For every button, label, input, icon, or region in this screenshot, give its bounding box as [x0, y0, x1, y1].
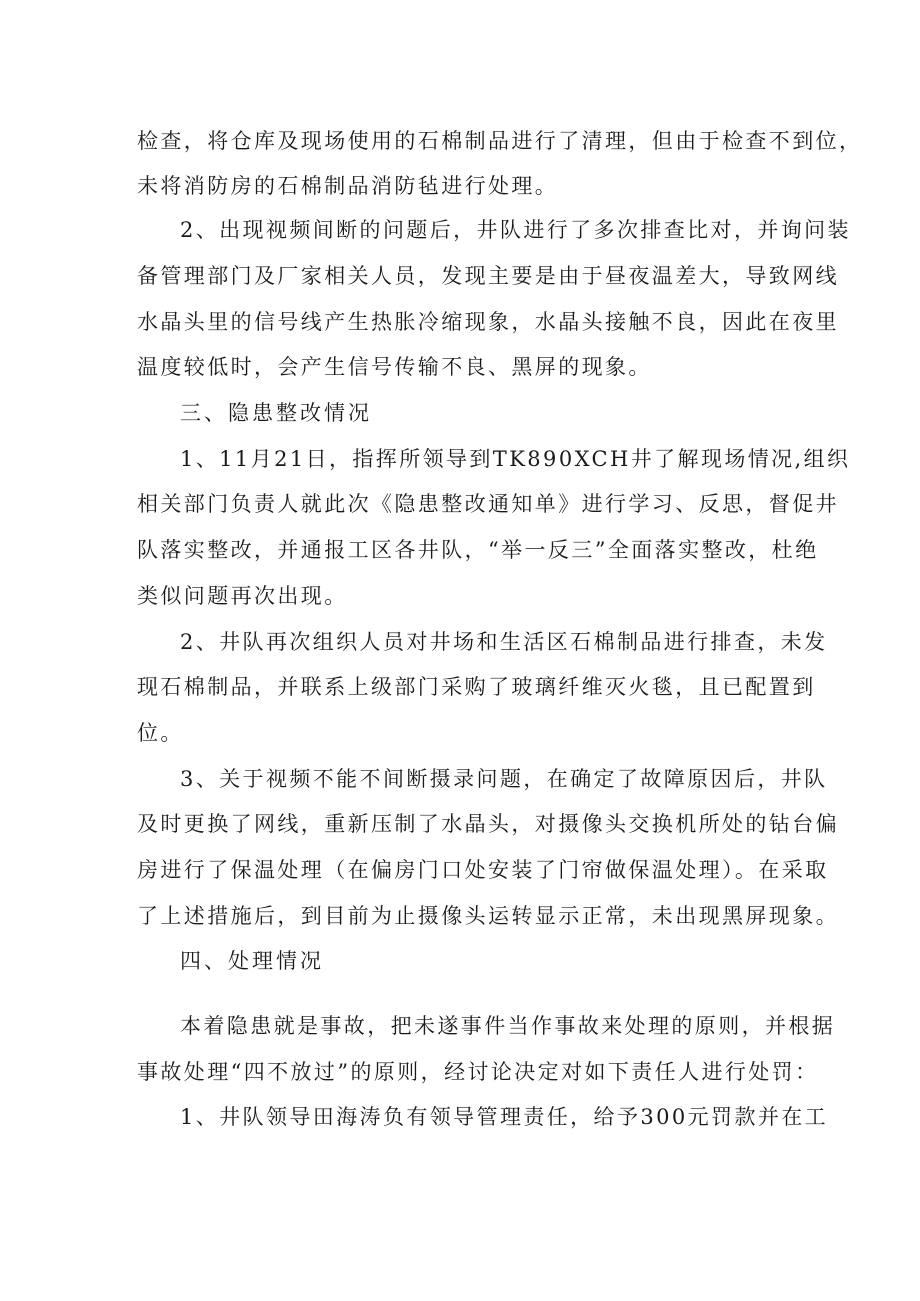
paragraph-start: 1、井队领导田海涛负有领导管理责任，给予300元罚款并在工	[180, 1105, 829, 1129]
text-line: 水晶头里的信号线产生热胀冷缩现象，水晶头接触不良，因此在夜里	[137, 310, 839, 334]
text-line: 房进行了保温处理（在偏房门口处安装了门帘做保温处理）。在采取	[137, 858, 829, 882]
text-line: 相关部门负责人就此次《隐患整改通知单》进行学习、反思，督促井	[137, 492, 839, 516]
text-line: 现石棉制品，并联系上级部门采购了玻璃纤维灭火毯，且已配置到	[137, 675, 816, 699]
paragraph-start: 2、出现视频间断的问题后，井队进行了多次排查比对，并询问装	[180, 218, 851, 242]
text-line: 了上述措施后，到目前为止摄像头运转显示正常，未出现黑屏现象。	[137, 904, 839, 928]
paragraph-start: 1、11月21日，指挥所领导到TK890XCH井了解现场情况,组织	[180, 447, 851, 471]
text-line: 检查，将仓库及现场使用的石棉制品进行了清理，但由于检查不到位，	[137, 129, 863, 153]
paragraph-start: 2、井队再次组织人员对井场和生活区石棉制品进行排查，未发	[180, 630, 828, 654]
paragraph-start: 本着隐患就是事故，把未遂事件当作事故来处理的原则，并根据	[180, 1014, 836, 1038]
text-line: 事故处理“四不放过”的原则，经讨论决定对如下责任人进行处罚：	[137, 1060, 819, 1084]
text-line: 位。	[137, 721, 184, 745]
text-line: 类似问题再次出现。	[137, 584, 348, 608]
text-line: 备管理部门及厂家相关人员，发现主要是由于昼夜温差大，导致网线	[137, 264, 839, 288]
text-line: 温度较低时，会产生信号传输不良、黑屏的现象。	[137, 355, 652, 379]
text-line: 未将消防房的石棉制品消防毡进行处理。	[137, 174, 559, 198]
section-heading: 四、处理情况	[180, 949, 324, 973]
paragraph-start: 3、关于视频不能不间断摄录问题，在确定了故障原因后，井队	[180, 767, 828, 791]
text-line: 队落实整改，并通报工区各井队，“举一反三”全面落实整改，杜绝	[137, 538, 819, 562]
text-line: 及时更换了网线，重新压制了水晶头，对摄像头交换机所处的钻台偏	[137, 812, 839, 836]
section-heading: 三、隐患整改情况	[180, 401, 372, 425]
